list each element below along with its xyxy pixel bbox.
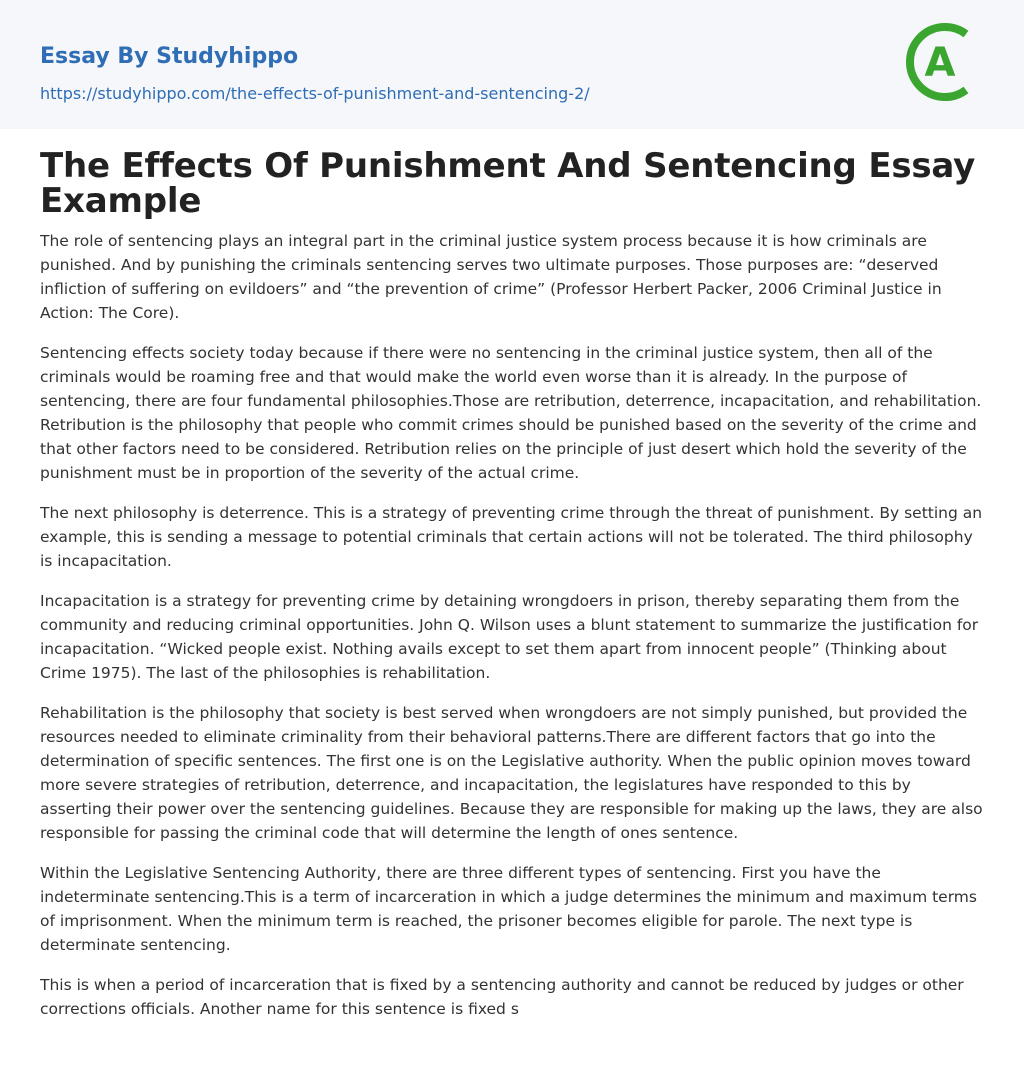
article-paragraph: Sentencing effects society today because if there were no sentencing in the criminal justice system, then all of the criminals would be roaming free and that would make the world even worse than it is already. In the purpose of sentencing, there are four fundamental philosophies.Those are retribution, deterrence, incapacitation, and rehabilitation. Retribution is the philosophy that people who commit crimes should be punished based on the severity of the crime and that other factors need to be considered. Retribution relies on the principle of just desert which hold the severity of the punishment must be in proportion of the severity of the actual crime. [40,344,982,482]
studyhippo-logo-icon [900,20,984,104]
article-paragraph: This is when a period of incarceration that is fixed by a sentencing authority and cannot be reduced by judges or other corrections officials. Another name for this sentence is fixed s [40,976,964,1018]
site-brand: Essay By Studyhippo [40,44,299,69]
article-title: The Effects Of Punishment And Sentencing Essay Example [40,146,976,221]
logo-letter: A [924,40,956,86]
article-paragraph: The next philosophy is deterrence. This is a strategy of preventing crime through the threat of punishment. By setting an example, this is sending a message to potential criminals that certain actions will not be tolerated. The third philosophy is incapacitation. [40,504,983,570]
article-paragraph: Within the Legislative Sentencing Authority, there are three different types of sentencing. First you have the indeterminate sentencing.This is a term of incarceration in which a judge determines the minimum and maximum terms of imprisonment. When the minimum term is reached, the prisoner becomes eligible for parole. The next type is determinate sentencing. [40,864,977,954]
article [0,146,1024,1021]
article-paragraph: The role of sentencing plays an integral part in the criminal justice system process because it is how criminals are punished. And by punishing the criminals sentencing serves two ultimate purposes. Those purposes are: “deserved infliction of suffering on evildoers” and “the prevention of crime” (Professor Herbert Packer, 2006 Criminal Justice in Action: The Core). [40,232,942,322]
source-url-link[interactable]: https://studyhippo.com/the-effects-of-punishment-and-sentencing-2/ [40,84,590,103]
article-paragraph: Rehabilitation is the philosophy that society is best served when wrongdoers are not simply punished, but provided the resources needed to eliminate criminality from their behavioral patterns.There are different factors that go into the determination of specific sentences. The first one is on the Legislative authority. When the public opinion moves toward more severe strategies of retribution, deterrence, and incapacitation, the legislatures have responded to this by asserting their power over the sentencing guidelines. Because they are responsible for making up the laws, they are also responsible for passing the criminal code that will determine the length of ones sentence. [40,704,983,842]
site-header [0,0,1024,129]
article-paragraph: Incapacitation is a strategy for preventing crime by detaining wrongdoers in prison, thereby separating them from the community and reducing criminal opportunities. John Q. Wilson uses a blunt statement to summarize the justification for incapacitation. “Wicked people exist. Nothing avails except to set them apart from innocent people” (Thinking about Crime 1975). The last of the philosophies is rehabilitation. [40,592,979,682]
